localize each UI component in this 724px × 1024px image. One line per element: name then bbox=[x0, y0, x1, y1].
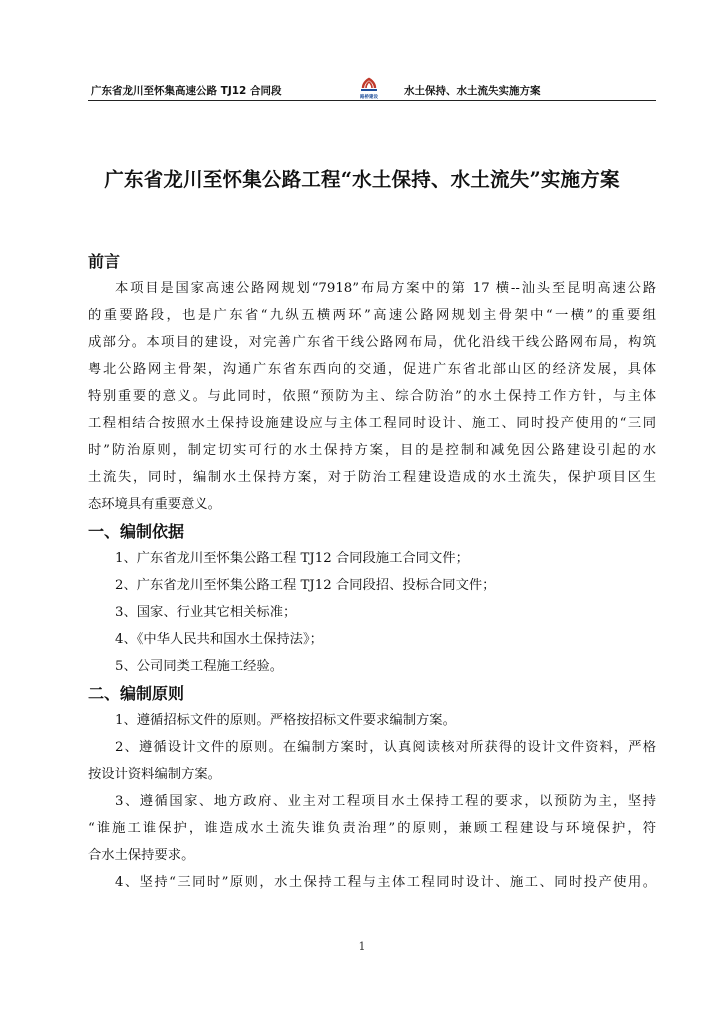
preface-line: 成部分。本项目的建设，对完善广东省干线公路网布局，优化沿线干线公路网布局，构筑 bbox=[88, 335, 656, 350]
preface-line: 态环境具有重要意义。 bbox=[88, 497, 221, 512]
section1-item: 3、国家、行业其它相关标准； bbox=[115, 605, 297, 620]
section2-line: 合水土保持要求。 bbox=[88, 848, 195, 863]
section1-item: 2、广东省龙川至怀集公路工程 TJ12 合同段招、投标合同文件； bbox=[115, 578, 496, 593]
page-number: 1 bbox=[358, 940, 366, 953]
preface-line: 工程相结合按照水土保持设施建设应与主体工程同时设计、施工、同时投产使用的“三同 bbox=[88, 416, 656, 431]
header-project-name: 广东省龙川至怀集高速公路 TJ12 合同段 bbox=[91, 85, 282, 97]
header-document-name: 水土保持、水土流失实施方案 bbox=[404, 85, 541, 97]
section2-line: 3、遵循国家、地方政府、业主对工程项目水土保持工程的要求，以预防为主，坚持 bbox=[115, 794, 656, 809]
logo-caption: 路桥建设 bbox=[360, 95, 378, 100]
preface-line: 的重要路段，也是广东省“九纵五横两环”高速公路网规划主骨架中“一横”的重要组 bbox=[88, 308, 656, 323]
preface-line: 土流失，同时，编制水土保持方案，对于防治工程建设造成的水土流失，保护项目区生 bbox=[88, 470, 656, 485]
preface-line: 粤北公路网主骨架，沟通广东省东西向的交通，促进广东省北部山区的经济发展，具体 bbox=[88, 362, 656, 377]
section1-item: 5、公司同类工程施工经验。 bbox=[115, 659, 284, 674]
document-body bbox=[88, 248, 656, 896]
preface-line: 特别重要的意义。与此同时，依照“预防为主、综合防治”的水土保持工作方针，与主体 bbox=[88, 389, 656, 404]
document-title: 广东省龙川至怀集公路工程“水土保持、水土流失”实施方案 bbox=[104, 168, 620, 191]
company-logo-icon bbox=[356, 76, 382, 100]
section1-item: 4、《中华人民共和国水土保持法》； bbox=[115, 632, 323, 647]
section1-heading: 一、编制依据 bbox=[88, 522, 185, 541]
preface-heading: 前言 bbox=[88, 252, 121, 271]
page-header bbox=[88, 80, 656, 101]
section1-item: 1、广东省龙川至怀集公路工程 TJ12 合同段施工合同文件； bbox=[115, 551, 469, 566]
section2-line: 4、坚持“三同时”原则，水土保持工程与主体工程同时设计、施工、同时投产使用。 bbox=[115, 875, 656, 890]
preface-line: 时”防治原则，制定切实可行的水土保持方案，目的是控制和减免因公路建设引起的水 bbox=[88, 443, 656, 458]
section2-heading: 二、编制原则 bbox=[88, 684, 185, 703]
section2-line: 1、遵循招标文件的原则。严格按招标文件要求编制方案。 bbox=[115, 713, 456, 728]
preface-line: 本项目是国家高速公路网规划“7918”布局方案中的第 17 横--汕头至昆明高速公路 bbox=[115, 281, 656, 296]
section2-line: “谁施工谁保护，谁造成水土流失谁负责治理”的原则，兼顾工程建设与环境保护，符 bbox=[88, 821, 656, 836]
preface-paragraph bbox=[88, 275, 656, 518]
section2-line: 2、遵循设计文件的原则。在编制方案时，认真阅读核对所获得的设计文件资料，严格 bbox=[115, 740, 656, 755]
section2-line: 按设计资料编制方案。 bbox=[88, 767, 221, 782]
